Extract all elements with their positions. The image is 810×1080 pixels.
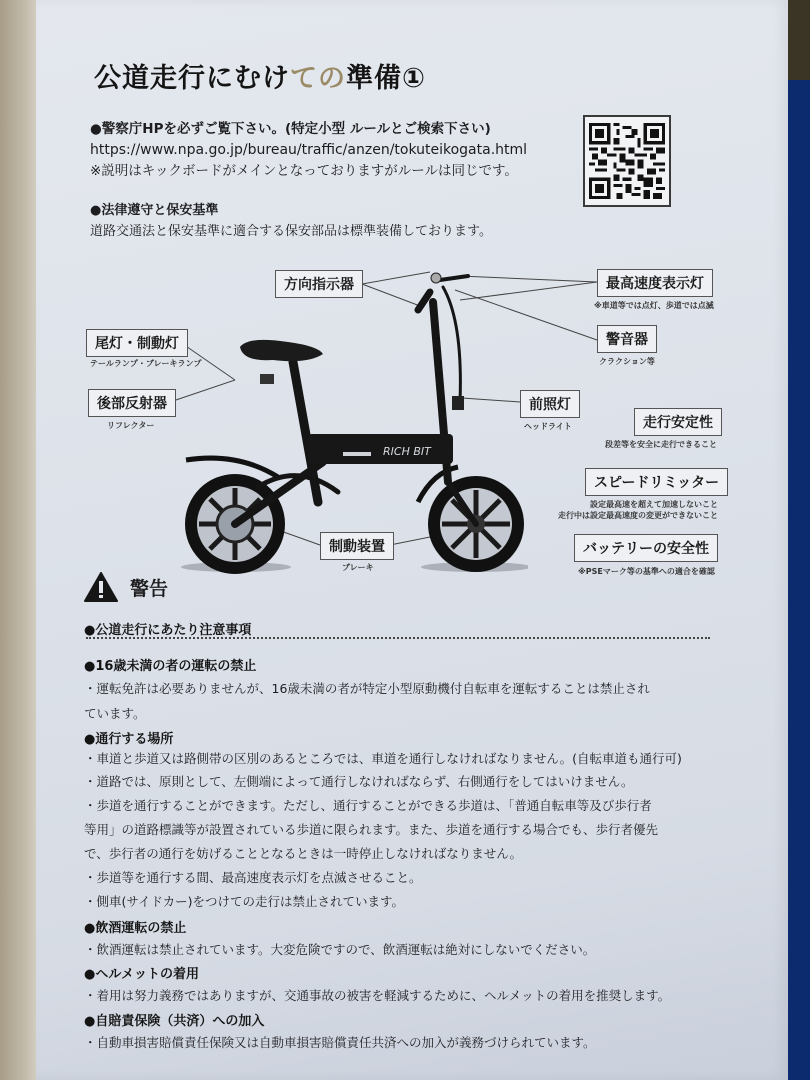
callout-max-speed-light-note: ※車道等では点灯、歩道では点滅 (594, 301, 714, 310)
callout-max-speed-light: 最高速度表示灯 (597, 269, 713, 297)
section-text: ・運転免許は必要ありませんが、16歳未満の者が特定小型原動機付自転車を運転することは禁止され (84, 681, 650, 696)
section-heading-drunk-driving: ●飲酒運転の禁止 (84, 921, 187, 936)
intro-police-line: ●警察庁HPを必ずご覧下さい。(特定小型 ルールとご検索下さい) (90, 121, 491, 137)
section-text: ・飲酒運転は禁止されています。大変危険ですので、飲酒運転は絶対にしないでください。 (84, 942, 596, 957)
callout-battery: バッテリーの安全性 (574, 534, 718, 562)
section-text: ています。 (84, 706, 146, 721)
callout-speed-limiter: スピードリミッター (585, 468, 728, 496)
callout-tail-brake-light: 尾灯・制動灯 (86, 329, 188, 357)
callout-brake-note: ブレーキ (342, 563, 374, 572)
section-text: で、歩行者の通行を妨げることとなるときは一時停止しなければなりません。 (84, 846, 523, 861)
section-text: ・側車(サイドカー)をつけての走行は禁止されています。 (84, 894, 405, 909)
callout-battery-note: ※PSEマーク等の基準への適合を確認 (578, 567, 715, 576)
callout-tail-brake-light-note: テールランプ・ブレーキランプ (90, 359, 202, 368)
callout-horn-note: クラクション等 (599, 357, 655, 366)
section-heading-under16: ●16歳未満の者の運転の禁止 (84, 659, 257, 674)
callout-turn-signal: 方向指示器 (275, 270, 363, 298)
section-text: ・道路では、原則として、左側端によって通行しなければならず、右側通行をしてはいけません。 (84, 774, 634, 789)
section-heading-helmet: ●ヘルメットの着用 (84, 967, 199, 982)
title-text-3: 準備① (346, 63, 426, 94)
callout-headlight-note: ヘッドライト (524, 422, 572, 431)
callout-speed-limiter-note-1: 設定最高速を超えて加速しないこと (590, 500, 718, 509)
warning-triangle-icon (84, 572, 118, 602)
callout-rear-reflector-note: リフレクター (107, 421, 155, 430)
section-text: 等用」の道路標識等が設置されている歩道に限られます。また、歩道を通行する場合でも、歩行者優先 (84, 822, 659, 837)
title-text-1: 公道走行にむけ (94, 63, 290, 94)
legal-text: 道路交通法と保安基準に適合する保安部品は標準装備しております。 (90, 224, 492, 239)
section-text: ・歩道を通行することができます。ただし、通行することができる歩道は、「普通自転車等及び歩行者 (84, 798, 652, 813)
section-heading-insurance: ●自賠責保険（共済）への加入 (84, 1014, 265, 1029)
legal-heading: ●法律遵守と保安基準 (90, 203, 219, 218)
section-text: ・車道と歩道又は路側帯の区別のあるところでは、車道を通行しなければなりません。(自転車道も通行可) (84, 751, 682, 766)
dotted-divider (86, 637, 710, 639)
callout-headlight: 前照灯 (520, 390, 580, 418)
title-text-2: ての (290, 63, 346, 94)
callout-stability-note: 段差等を安全に走行できること (605, 440, 717, 449)
callout-horn: 警音器 (597, 325, 657, 353)
intro-url-link[interactable]: https://www.npa.go.jp/bureau/traffic/anzen/tokuteikogata.html (90, 142, 528, 158)
intro-note: ※説明はキックボードがメインとなっておりますがルールは同じです。 (90, 163, 518, 179)
warning-title: 警告 (130, 578, 169, 600)
section-text: ・着用は努力義務ではありますが、交通事故の被害を軽減するために、ヘルメットの着用を推奨します。 (84, 988, 671, 1003)
bike-brand-logo: RICH BIT (383, 445, 431, 458)
callout-brake: 制動装置 (320, 532, 394, 560)
section-heading-where-to-ride: ●通行する場所 (84, 732, 174, 747)
callout-rear-reflector: 後部反射器 (88, 389, 176, 417)
callout-stability: 走行安定性 (634, 408, 722, 436)
callout-speed-limiter-note-2: 走行中は設定最高速度の変更ができないこと (558, 511, 718, 520)
warning-subtitle: ●公道走行にあたり注意事項 (84, 623, 252, 638)
section-text: ・歩道等を通行する間、最高速度表示灯を点滅させること。 (84, 870, 422, 885)
section-text: ・自動車損害賠償責任保険又は自動車損害賠償責任共済への加入が義務づけられています。 (84, 1035, 596, 1050)
